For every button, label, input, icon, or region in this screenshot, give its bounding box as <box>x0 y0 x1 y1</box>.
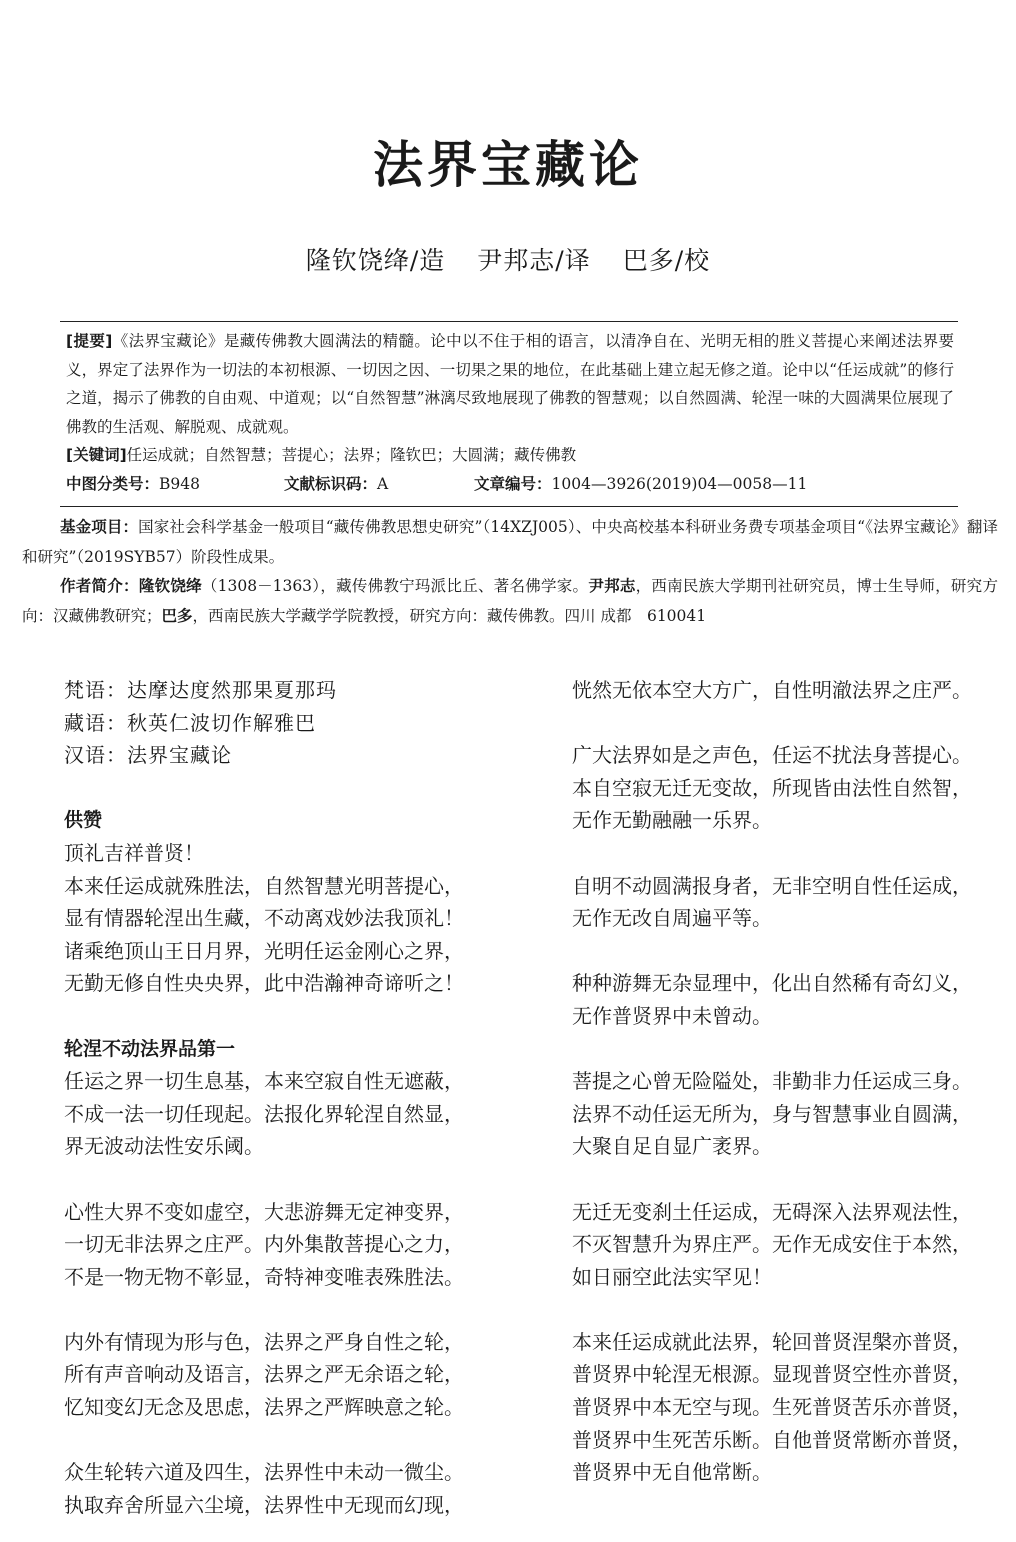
verse-line: 众生轮转六道及四生，法界性中未动一微尘。 <box>64 1460 464 1485</box>
keywords-label: [关键词] <box>66 446 127 464</box>
verse-line: 无迁无变刹土任运成，无碍深入法界观法性， <box>572 1199 972 1224</box>
verse-line: 本自空寂无迁无变故，所现皆由法性自然智， <box>572 775 972 800</box>
stanza-gap <box>572 707 1002 740</box>
verse-line: 普贤界中无自他常断。 <box>572 1460 772 1485</box>
keywords-line <box>66 441 954 470</box>
stanza-gap <box>572 1033 1002 1066</box>
verse-line: 广大法界如是之声色，任运不扰法身菩提心。 <box>572 743 972 768</box>
stanza-gap <box>572 837 1002 870</box>
keywords-text: 任运成就；自然智慧；菩提心；法界；隆钦巴；大圆满；藏传佛教 <box>126 446 577 464</box>
verse-line: 一切无非法界之庄严。内外集散菩提心之力， <box>64 1232 464 1257</box>
clc-value: B948 <box>159 474 200 493</box>
left-text-column <box>64 674 494 1521</box>
right-text-column <box>572 674 1002 1489</box>
verse-line: 不是一物无物不彰显，奇特神变唯表殊胜法。 <box>64 1264 464 1289</box>
abstract-text: 《法界宝藏论》是藏传佛教大圆满法的精髓。论中以不住于相的语言，以清净自在、光明无相的胜义菩提心来阐述法界要义，界定了法界作为一切法的本初根源、一切因之因、一切果之果的地位，在此基础上建立起无修之道。论中以“任运成就”的修行之道，揭示了佛教的自由观、中道观；以“自然智慧”淋漓尽致地展现了佛教的智慧观；以自然圆满、轮涅一味的大圆满果位展现了佛教的生活观、解脱观、成就观。 <box>66 332 954 436</box>
verse-line: 执取弃舍所显六尘境，法界性中无现而幻现， <box>64 1492 464 1517</box>
verse-line: 顶礼吉祥普贤！ <box>64 840 204 865</box>
verse-line: 忆知变幻无念及思虑，法界之严辉映意之轮。 <box>64 1395 464 1420</box>
verse-line: 本来任运成就殊胜法，自然智慧光明菩提心， <box>64 873 464 898</box>
abstract-label: [提要] <box>66 332 113 350</box>
title-language-line: 藏语：秋英仁波切作解雅巴 <box>64 710 316 735</box>
verse-line: 显有情器轮涅出生藏，不动离戏妙法我顶礼！ <box>64 906 464 931</box>
stanza-gap <box>572 1163 1002 1196</box>
verse-line: 本来任运成就此法界，轮回普贤涅槃亦普贤， <box>572 1329 972 1354</box>
verse-line: 无作无改自周遍平等。 <box>572 906 772 931</box>
article-title: 法界宝藏论 <box>373 136 643 194</box>
verse-line: 普贤界中本无空与现。生死普贤苦乐亦普贤， <box>572 1395 972 1420</box>
verse-line: 普贤界中生死苦乐断。自他普贤常断亦普贤， <box>572 1427 972 1452</box>
stanza-gap <box>64 1163 494 1196</box>
verse-line: 任运之界一切生息基，本来空寂自性无遮蔽， <box>64 1069 464 1094</box>
doc-code-value: A <box>377 474 389 493</box>
verse-line: 无作无勤融融一乐界。 <box>572 808 772 833</box>
stanza-gap <box>572 1293 1002 1326</box>
author-note <box>22 572 998 631</box>
verse-line: 恍然无依本空大方广，自性明澈法界之庄严。 <box>572 678 972 702</box>
verse-line: 如日丽空此法实罕见！ <box>572 1264 772 1289</box>
title-language-line: 梵语：达摩达度然那果夏那玛 <box>64 678 337 702</box>
author-note-text-2: ，西南民族大学期刊社研究员，博士生导师，研究方向：汉藏佛教研究； <box>22 577 998 625</box>
verse-line: 无作普贤界中未曾动。 <box>572 1003 772 1028</box>
author-3: 巴多/校 <box>622 246 711 275</box>
verse-line: 菩提之心曾无险隘处，非勤非力任运成三身。 <box>572 1069 972 1094</box>
verse-line: 心性大界不变如虚空，大悲游舞无定神变界， <box>64 1199 464 1224</box>
doc-code-label: 文献标识码： <box>284 474 378 493</box>
stanza-gap <box>64 1000 494 1033</box>
verse-line: 界无波动法性安乐阈。 <box>64 1134 264 1159</box>
author-note-label: 作者简介： <box>60 577 139 595</box>
author-2: 尹邦志/译 <box>477 246 591 275</box>
classification-row <box>66 470 954 499</box>
section-heading: 轮涅不动法界品第一 <box>64 1037 236 1060</box>
title-language-line: 汉语：法界宝藏论 <box>64 743 232 768</box>
verse-line: 大聚自足自显广袤界。 <box>572 1134 772 1159</box>
verse-line: 不灭智慧升为界庄严。无作无成安住于本然， <box>572 1232 972 1257</box>
author-note-name-3: 巴多 <box>161 606 193 625</box>
fund-note <box>22 513 998 572</box>
abstract-block <box>66 327 954 498</box>
abstract-paragraph <box>66 327 954 441</box>
author-note-name-2: 尹邦志 <box>588 577 636 595</box>
verse-line: 自明不动圆满报身者，无非空明自性任运成， <box>572 873 972 898</box>
author-1: 隆钦饶绛/造 <box>305 246 446 275</box>
author-line <box>0 243 1016 279</box>
abstract-top-rule <box>60 321 958 322</box>
article-number-value: 1004—3926(2019)04—0058—11 <box>551 474 808 493</box>
author-note-text-1: （1308－1363），藏传佛教宁玛派比丘、著名佛学家。 <box>201 577 589 595</box>
clc-label: 中图分类号： <box>66 474 160 493</box>
author-note-text-3: ，西南民族大学藏学学院教授，研究方向：藏传佛教。四川 成都 610041 <box>192 606 707 625</box>
fund-text: 国家社会科学基金一般项目“藏传佛教思想史研究”（14XZJ005）、中央高校基本科研业务费专项基金项目“《法界宝藏论》翻译和研究”（2019SYB57）阶段性成果。 <box>22 518 998 566</box>
verse-line: 普贤界中轮涅无根源。显现普贤空性亦普贤， <box>572 1362 972 1387</box>
stanza-gap <box>572 935 1002 968</box>
verse-line: 无勤无修自性央央界，此中浩瀚神奇谛听之！ <box>64 971 464 996</box>
verse-line: 内外有情现为形与色，法界之严身自性之轮， <box>64 1329 464 1354</box>
verse-line: 诸乘绝顶山王日月界，光明任运金刚心之界， <box>64 938 464 963</box>
fund-label: 基金项目： <box>60 518 139 536</box>
verse-line: 法界不动任运无所为，身与智慧事业自圆满， <box>572 1101 972 1126</box>
stanza-gap <box>64 1293 494 1326</box>
footnotes <box>22 513 998 631</box>
article-number-label: 文章编号： <box>474 474 552 493</box>
stanza-gap <box>64 1424 494 1457</box>
stanza-gap <box>64 772 494 805</box>
verse-line: 所有声音响动及语言，法界之严无余语之轮， <box>64 1362 464 1387</box>
abstract-bottom-rule <box>60 506 958 507</box>
author-note-name-1: 隆钦饶绛 <box>138 577 202 595</box>
section-heading: 供赞 <box>64 809 103 832</box>
verse-line: 种种游舞无杂显理中，化出自然稀有奇幻义， <box>572 971 972 996</box>
verse-line: 不成一法一切任现起。法报化界轮涅自然显， <box>64 1101 464 1126</box>
